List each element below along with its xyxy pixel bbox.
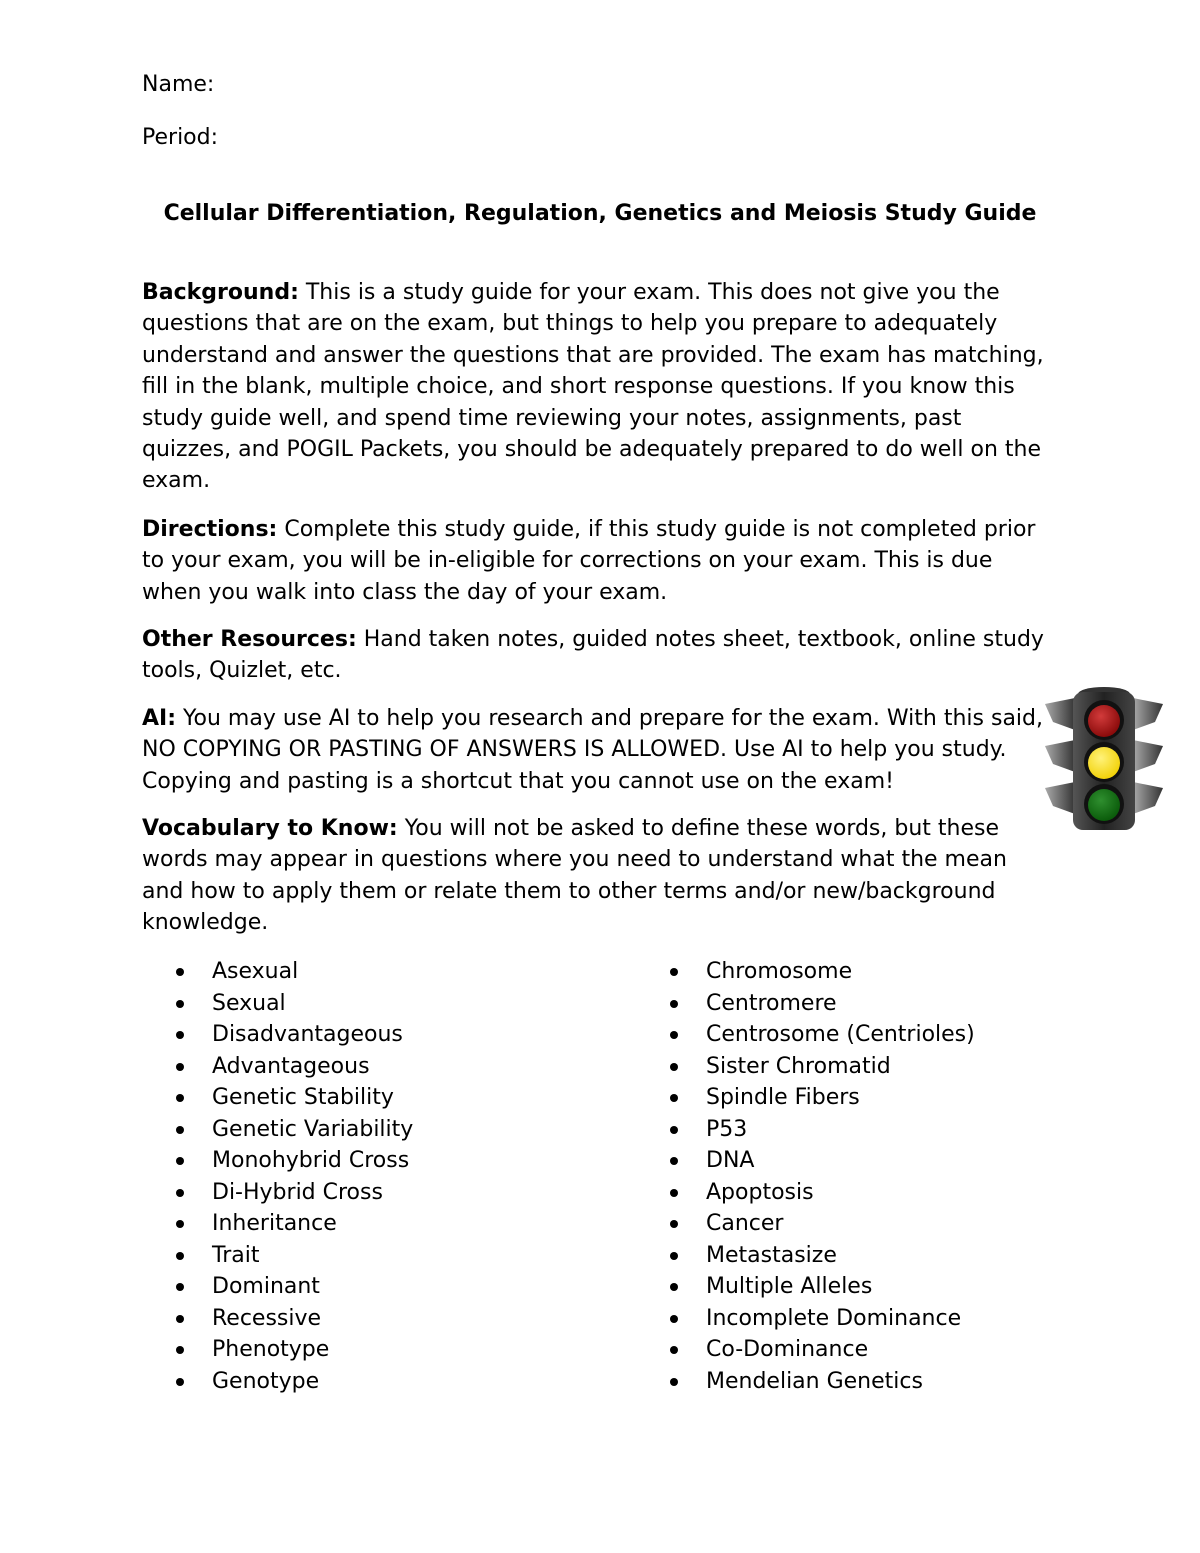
vocab-item: Cancer (636, 1208, 975, 1240)
vocab-item: P53 (636, 1114, 975, 1146)
vocab-item: Genotype (142, 1366, 413, 1398)
vocab-item: Dominant (142, 1271, 413, 1303)
vocabulary-paragraph (142, 813, 1052, 939)
vocab-item: Di-Hybrid Cross (142, 1177, 413, 1209)
vocab-item: Genetic Stability (142, 1082, 413, 1114)
resources-text: Hand taken notes, guided notes sheet, textbook, online study tools, Quizlet, etc. (142, 627, 1044, 684)
vocab-item: Advantageous (142, 1051, 413, 1083)
ai-label: AI: (142, 706, 177, 731)
vocab-item: Spindle Fibers (636, 1082, 975, 1114)
background-text: This is a study guide for your exam. This does not give you the questions that are on the exam, but things to help you prepare to adequately understand and answer the questions that are provided. The exam has matching, fill in the blank, multiple choice, and short response questions. If you know this study guide well, and spend time reviewing your notes, assignments, past quizzes, and POGIL Packets, you should be adequately prepared to do well on the exam. (142, 280, 1044, 494)
vocab-item: Centromere (636, 988, 975, 1020)
vocab-item: DNA (636, 1145, 975, 1177)
vocab-item: Trait (142, 1240, 413, 1272)
vocab-item: Incomplete Dominance (636, 1303, 975, 1335)
vocab-list-right (636, 956, 975, 1397)
name-label: Name: (142, 72, 215, 97)
vocab-item: Apoptosis (636, 1177, 975, 1209)
yellow-light (1088, 747, 1120, 779)
vocab-item: Co-Dominance (636, 1334, 975, 1366)
vocab-item: Sister Chromatid (636, 1051, 975, 1083)
vocab-item: Recessive (142, 1303, 413, 1335)
vocab-item: Monohybrid Cross (142, 1145, 413, 1177)
background-label: Background: (142, 280, 299, 305)
background-paragraph (142, 277, 1052, 497)
period-label: Period: (142, 125, 219, 150)
vocab-item: Genetic Variability (142, 1114, 413, 1146)
vocab-item: Metastasize (636, 1240, 975, 1272)
page-title: Cellular Differentiation, Regulation, Genetics and Meiosis Study Guide (163, 201, 1037, 226)
vocab-item: Sexual (142, 988, 413, 1020)
directions-text: Complete this study guide, if this study guide is not completed prior to your exam, you will be in-eligible for corrections on your exam. This is due when you walk into class the day of your exam. (142, 517, 1036, 605)
directions-paragraph (142, 514, 1052, 608)
vocab-item: Multiple Alleles (636, 1271, 975, 1303)
vocab-item: Chromosome (636, 956, 975, 988)
directions-label: Directions: (142, 517, 278, 542)
vocabulary-label: Vocabulary to Know: (142, 816, 398, 841)
green-light (1088, 789, 1120, 821)
vocab-item: Mendelian Genetics (636, 1366, 975, 1398)
vocab-item: Inheritance (142, 1208, 413, 1240)
resources-label: Other Resources: (142, 627, 357, 652)
ai-text: You may use AI to help you research and prepare for the exam. With this said, NO COPYING OR PASTING OF ANSWERS IS ALLOWED. Use AI to help you study. Copying and pasting is a shortcut that you cannot use on the exam! (142, 706, 1044, 794)
vocab-item: Centrosome (Centrioles) (636, 1019, 975, 1051)
ai-paragraph (142, 703, 1052, 797)
vocab-item: Disadvantageous (142, 1019, 413, 1051)
vocab-item: Asexual (142, 956, 413, 988)
resources-paragraph (142, 624, 1052, 687)
vocabulary-text: You will not be asked to define these words, but these words may appear in questions where you need to understand what the mean and how to apply them or relate them to other terms and/or new/background knowledge. (142, 816, 1007, 936)
vocab-item: Phenotype (142, 1334, 413, 1366)
red-light (1088, 705, 1120, 737)
traffic-light-icon (1043, 686, 1165, 832)
vocab-list-left (142, 956, 413, 1397)
